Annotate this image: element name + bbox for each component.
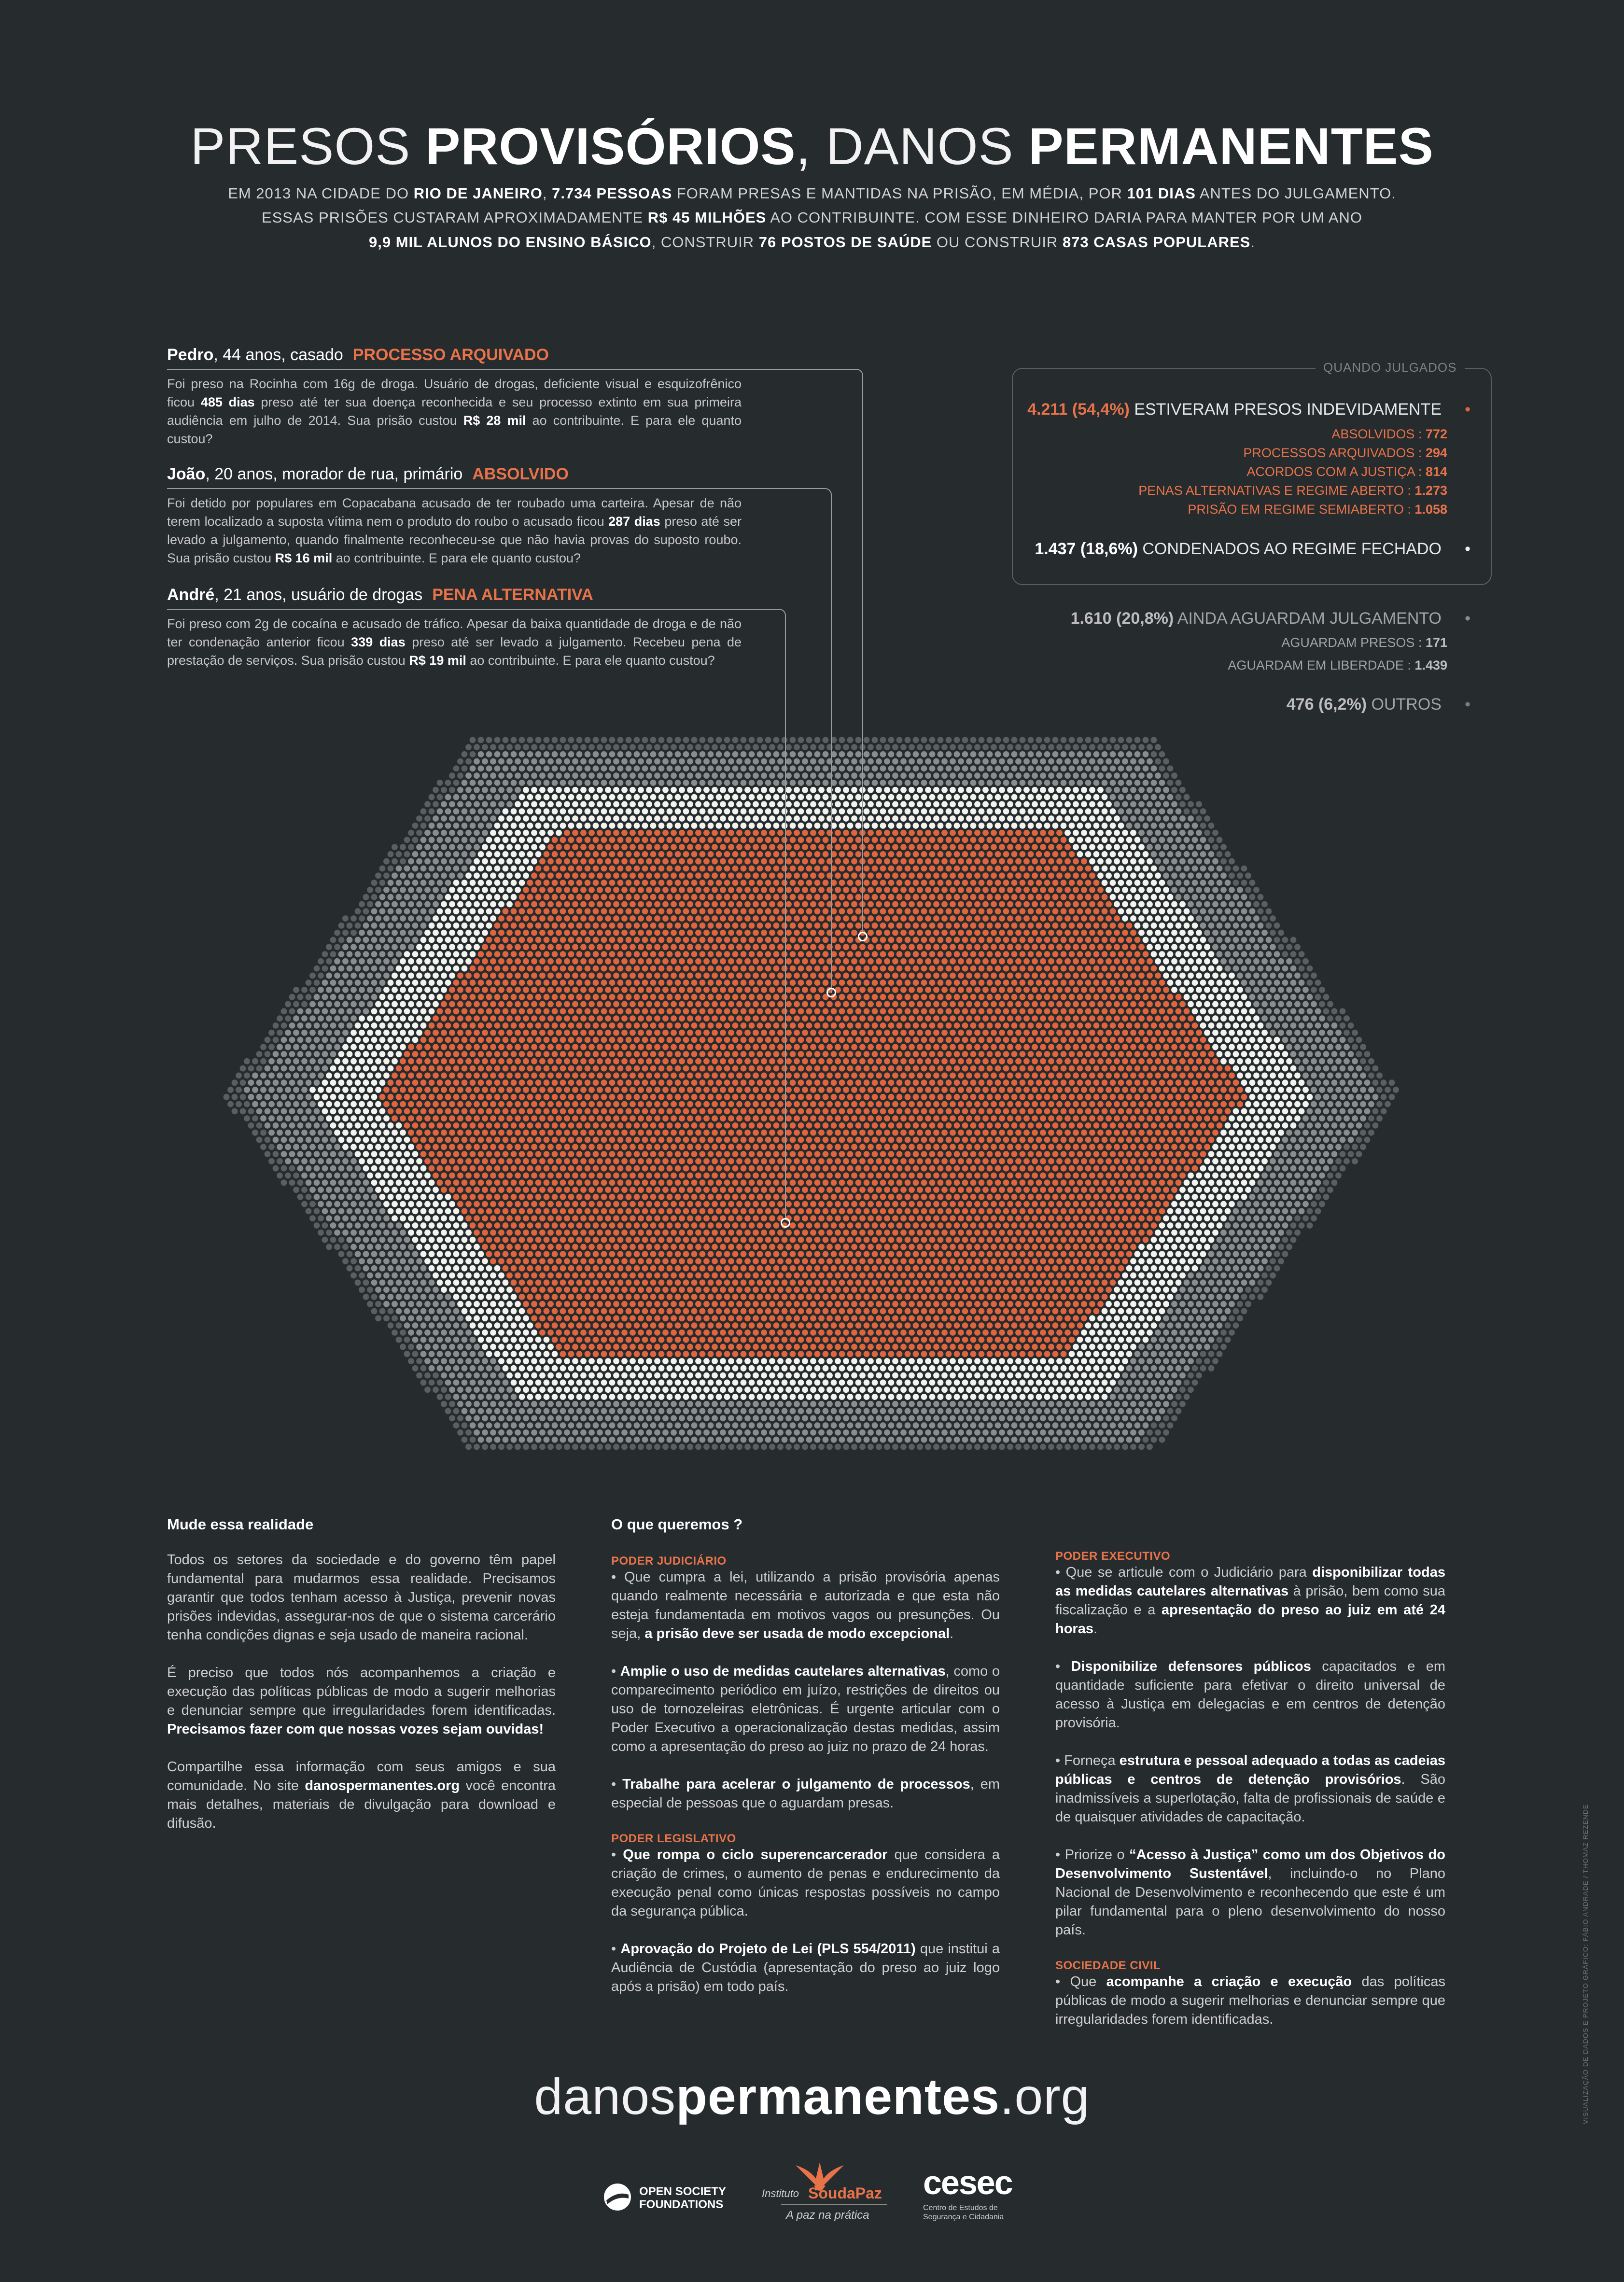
- stat-value: 1.610 (20,8%): [1070, 609, 1174, 628]
- sub-absolvidos: ABSOLVIDOS : 772: [1331, 427, 1447, 441]
- column-mude: [167, 1516, 556, 1833]
- paragraph: É preciso que todos nós acompanhemos a criação e execução das políticas públicas de modo a sugerir melhorias e denunciar sempre que irregularidades forem identificadas. Precisamos fazer com que nossas vozes sejam ouvidas!: [167, 1665, 556, 1737]
- marker-joao: [826, 988, 836, 997]
- story-desc: , 20 anos, morador de rua, primário: [205, 465, 463, 483]
- story-desc: , 44 anos, casado: [213, 346, 343, 364]
- logo-sou-da-paz: [762, 2160, 897, 2228]
- stat-value: 1.437 (18,6%): [1035, 540, 1138, 558]
- site-url[interactable]: danospermanentes.org: [534, 2068, 1090, 2125]
- section-label: PODER EXECUTIVO: [1055, 1550, 1171, 1563]
- story-name: André: [167, 586, 215, 604]
- sou-da-paz-prefix: Instituto: [762, 2187, 799, 2199]
- title-part: PRESOS: [190, 117, 426, 175]
- marker-pedro: [858, 932, 868, 941]
- cesec-subtitle: Centro de Estudos de Segurança e Cidadania: [923, 2204, 1004, 2221]
- stat-label: CONDENADOS AO REGIME FECHADO: [1137, 540, 1442, 558]
- intro-line-3: 9,9 MIL ALUNOS DO ENSINO BÁSICO, CONSTRUIR 76 POSTOS DE SAÚDE OU CONSTRUIR 873 CASAS POPULARES.: [369, 234, 1255, 251]
- leader-line-andre: [167, 609, 786, 1220]
- cesec-name: cesec: [923, 2164, 1012, 2201]
- stat-label: OUTROS: [1367, 695, 1442, 714]
- sub-semiaberto: PRISÃO EM REGIME SEMIABERTO : 1.058: [1188, 502, 1447, 517]
- judged-label: QUANDO JULGADOS: [1316, 360, 1465, 375]
- story-joao-body: Foi detido por populares em Copacabana acusado de ter roubado uma carteira. Apesar de não terem localizado a suposta vítima nem o produto do roubo o acusado ficou 287 dias preso até ser levado a julgamento, quando finalmente reconheceu-se que não havia provas do suposto roubo. Sua prisão custou R$ 16 mil ao contribuinte. E para ele quanto custou?: [167, 496, 742, 565]
- paragraph: • Aprovação do Projeto de Lei (PLS 554/2011) que institui a Audiência de Custódia (apresentação do preso ao juiz logo após a prisão) em todo país.: [611, 1941, 1000, 1994]
- paragraph: • Disponibilize defensores públicos capacitados e em quantidade suficiente para efetivar o direito universal de acesso à Justiça em delegacias e em centros de detenção provisória.: [1055, 1659, 1445, 1731]
- paragraph: • Priorize o “Acesso à Justiça” como um dos Objetivos do Desenvolvimento Sustentável, incluindo-o no Plano Nacional de Desenvolvimento e reconhecendo que este é um pilar fundamental para o pleno desenvolvimento do nosso país.: [1055, 1847, 1445, 1938]
- open-society-icon: [602, 2182, 632, 2212]
- legend-bullet: •: [1465, 695, 1470, 714]
- story-andre-body: Foi preso com 2g de cocaína e acusado de tráfico. Apesar da baixa quantidade de droga e de não ter condenação anterior ficou 339 dias preso até ser levado a julgamento. Recebeu pena de prestação de serviços. Sua prisão custou R$ 19 mil ao contribuinte. E para ele quanto custou?: [167, 616, 742, 668]
- sub-aguardam-presos: AGUARDAM PRESOS : 171: [1281, 635, 1447, 650]
- sou-da-paz-name: SoudaPaz: [808, 2184, 882, 2202]
- title-part: , DANOS: [796, 117, 1029, 175]
- intro-line-1: EM 2013 NA CIDADE DO RIO DE JANEIRO, 7.734 PESSOAS FORAM PRESAS E MANTIDAS NA PRISÃO, EM MÉDIA, POR 101 DIAS ANTES DO JULGAMENTO.: [228, 185, 1396, 202]
- paragraph: • Que cumpra a lei, utilizando a prisão provisória apenas quando realmente necessária e autorizada e que esta não esteja fundamentada em motivos vagos ou presunções. Ou seja, a prisão deve ser usada de modo excepcional.: [611, 1569, 1000, 1641]
- paragraph: • Trabalhe para acelerar o julgamento de processos, em especial de pessoas que o aguardam presas.: [611, 1777, 1000, 1811]
- story-name: João: [167, 465, 206, 483]
- sub-penas-alternativas: PENAS ALTERNATIVAS E REGIME ABERTO : 1.273: [1138, 483, 1447, 498]
- paragraph: Compartilhe essa informação com seus amigos e sua comunidade. No site danospermanentes.org você encontra mais detalhes, materiais de divulgação para download e difusão.: [167, 1759, 556, 1831]
- open-society-name: OPEN SOCIETY FOUNDATIONS: [639, 2185, 727, 2211]
- legend-bullet: •: [1465, 609, 1470, 628]
- credit-vertical: VISUALIZAÇÃO DE DADOS E PROJETO GRÁFICO: FÁBIO ANDRADE / THOMAZ REZENDE: [1582, 1804, 1589, 2124]
- column-executivo: [1055, 1550, 1445, 2029]
- legend-bullet: •: [1465, 540, 1470, 558]
- column-queremos: [611, 1516, 1000, 1996]
- legend-bullet: •: [1465, 400, 1470, 419]
- paragraph: • Forneça estrutura e pessoal adequado a todas as cadeias públicas e centros de detenção provisórios. São inadmissíveis a superlotação, falta de profissionais de saúde e de quaisquer atividades de capacitação.: [1055, 1753, 1445, 1825]
- stat-value: 4.211 (54,4%): [1027, 400, 1130, 419]
- stat-value: 476 (6,2%): [1286, 695, 1367, 714]
- sub-acordos: ACORDOS COM A JUSTIÇA : 814: [1246, 464, 1447, 479]
- story-pedro-body: Foi preso na Rocinha com 16g de droga. Usuário de drogas, deficiente visual e esquizofrênico ficou 485 dias preso até ter sua doença reconhecida e seu processo extinto em sua primeira audiência em julho de 2014. Sua prisão custou R$ 28 mil ao contribuinte. E para ele quanto custou?: [167, 377, 742, 446]
- stat-indevidos: [1027, 400, 1470, 419]
- logo-cesec: [923, 2166, 1034, 2224]
- paragraph: • Que acompanhe a criação e execução das políticas públicas de modo a sugerir melhorias e denunciar sempre que irregularidades forem identificadas.: [1055, 1974, 1445, 2027]
- marker-andre: [781, 1218, 790, 1228]
- intro-line-2: ESSAS PRISÕES CUSTARAM APROXIMADAMENTE R$ 45 MILHÕES AO CONTRIBUINTE. COM ESSE DINHEIRO DARIA PARA MANTER POR UM ANO: [261, 209, 1363, 226]
- section-title: Mude essa realidade: [167, 1516, 314, 1533]
- stat-aguardam: [1071, 609, 1470, 628]
- section-label: PODER LEGISLATIVO: [611, 1832, 736, 1845]
- story-tag: ABSOLVIDO: [472, 465, 569, 483]
- stat-outros: [1287, 695, 1470, 714]
- title-part: PROVISÓRIOS: [425, 117, 796, 175]
- stat-label: AINDA AGUARDAM JULGAMENTO: [1174, 609, 1442, 628]
- story-name: Pedro: [167, 346, 214, 364]
- story-desc: , 21 anos, usuário de drogas: [214, 586, 423, 604]
- stat-label: ESTIVERAM PRESOS INDEVIDAMENTE: [1129, 400, 1442, 419]
- paragraph: • Que rompa o ciclo superencarcerador que considera a criação de crimes, o aumento de penas e endurecimento da execução penal como únicas respostas possíveis no campo da segurança pública.: [611, 1847, 1000, 1919]
- paragraph: • Amplie o uso de medidas cautelares alternativas, como o comparecimento periódico em juízo, restrições de direitos ou uso de tornozeleiras eletrônicas. É urgente articular com o Poder Executivo a operacionalização destas medidas, assim como a apresentação do preso ao juiz no prazo de 24 horas.: [611, 1664, 1000, 1754]
- section-title: O que queremos ?: [611, 1516, 743, 1533]
- title-part: PERMANENTES: [1028, 117, 1434, 175]
- story-tag: PENA ALTERNATIVA: [432, 586, 593, 604]
- story-tag: PROCESSO ARQUIVADO: [352, 346, 549, 364]
- sub-arquivados: PROCESSOS ARQUIVADOS : 294: [1243, 446, 1447, 460]
- section-label: SOCIEDADE CIVIL: [1055, 1959, 1161, 1972]
- sou-da-paz-tagline: A paz na prática: [786, 2209, 869, 2222]
- paragraph: Todos os setores da sociedade e do governo têm papel fundamental para mudarmos essa realidade. Precisamos garantir que todos tenham acesso à Justiça, prevenir novas prisões indevidas, assegurar-nos de que o sistema carcerário tenha condições dignas e seja usado de maneira racional.: [167, 1552, 556, 1643]
- section-label: PODER JUDICIÁRIO: [611, 1554, 727, 1568]
- stat-fechado: [1035, 540, 1470, 559]
- sub-aguardam-liberdade: AGUARDAM EM LIBERDADE : 1.439: [1228, 658, 1447, 672]
- paragraph: • Que se articule com o Judiciário para disponibilizar todas as medidas cautelares alternativas à prisão, bem como sua fiscalização e a apresentação do preso ao juiz em até 24 horas.: [1055, 1565, 1445, 1637]
- logo-open-society: [602, 2182, 728, 2216]
